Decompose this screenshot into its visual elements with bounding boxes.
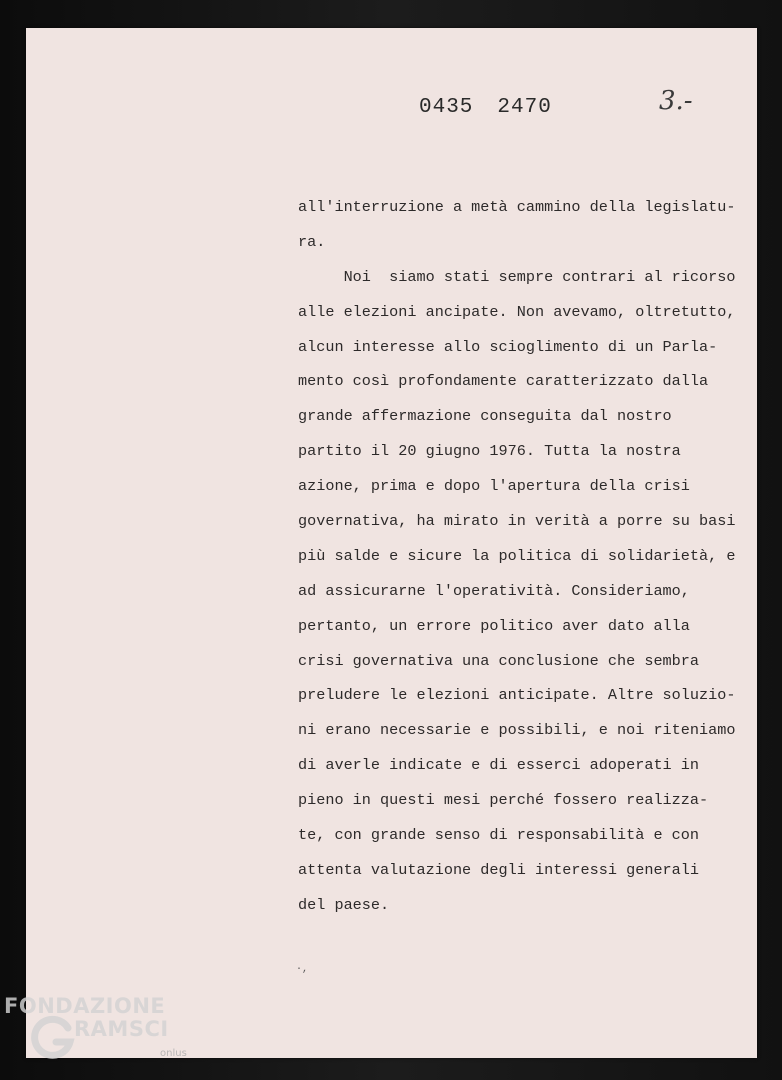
watermark-onlus: onlus <box>160 1048 187 1059</box>
text-line: crisi governativa una conclusione che sembra <box>298 651 700 670</box>
text-line: mento così profondamente caratterizzato dalla <box>298 372 709 391</box>
doc-number-left: 0435 <box>419 96 474 119</box>
watermark-line2: RAMSCI <box>74 1017 169 1041</box>
text-line: grande affermazione conseguita dal nostro <box>298 407 672 426</box>
text-line: all'interruzione a metà cammino della legislatu- <box>298 198 736 216</box>
text-line: alcun interesse allo scioglimento di un Parla- <box>298 337 718 356</box>
text-line: ni erano necessarie e possibili, e noi riteniamo <box>298 721 736 740</box>
handwritten-page-number: 3.- <box>659 86 693 116</box>
text-line: di averle indicate e di esserci adoperati in <box>298 756 700 775</box>
text-line: del paese. <box>298 895 390 914</box>
text-line: te, con grande senso di responsabilità e con <box>298 826 700 845</box>
archive-document-number <box>419 96 552 119</box>
text-line: pieno in questi mesi perché fossero realizza- <box>298 791 709 810</box>
doc-number-right: 2470 <box>497 96 552 119</box>
watermark-line1: FONDAZIONE <box>4 994 166 1018</box>
text-line: più salde e sicure la politica di solidarietà, e <box>298 546 736 565</box>
document-page <box>26 28 757 1058</box>
fondazione-gramsci-watermark <box>4 994 194 1074</box>
text-line: partito il 20 giugno 1976. Tutta la nostra <box>298 442 681 461</box>
watermark-g-logo-icon <box>30 1014 76 1060</box>
text-line: Noi siamo stati sempre contrari al ricorso <box>298 267 736 286</box>
text-line: pertanto, un errore politico aver dato alla <box>298 616 690 635</box>
ink-speck: ·, <box>296 964 309 975</box>
text-line: governativa, ha mirato in verità a porre su basi <box>298 512 736 531</box>
text-line: preludere le elezioni anticipate. Altre soluzio- <box>298 686 736 705</box>
typewritten-body <box>298 190 743 923</box>
text-line: attenta valutazione degli interessi generali <box>298 860 700 879</box>
text-line: ad assicurarne l'operatività. Consideriamo, <box>298 581 690 600</box>
text-line: azione, prima e dopo l'apertura della crisi <box>298 477 690 496</box>
text-line: ra. <box>298 232 326 251</box>
text-line: alle elezioni ancipate. Non avevamo, oltretutto, <box>298 302 736 321</box>
